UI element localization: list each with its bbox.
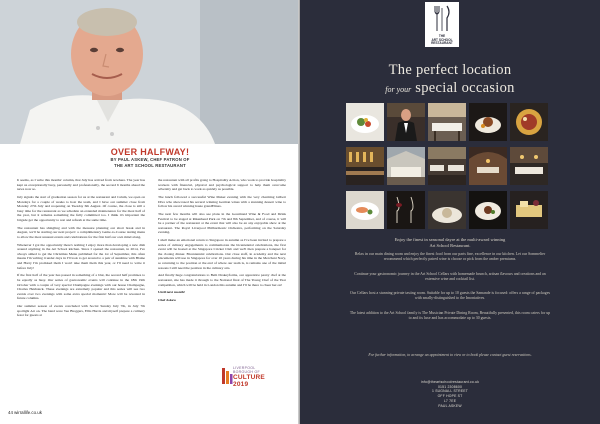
article-byline (0, 157, 300, 169)
photo-tile-seafood (346, 191, 384, 229)
cutlery-icon (425, 2, 459, 34)
advert-paragraph-5: For further information, to arrange an appointment to view or to book please contact guest reservations. (368, 353, 532, 357)
photo-tile-waiter (387, 103, 425, 141)
paragraph: The next few months will also see plans in the Gourmand Wine & Food and Drink Festival to be staged at Rikenhead Park on 7th and 8th September, and of course, it will be a partner of the restaurant at the event that will also be an any enjoyable show at the restaurant. The Royal Liverpool Philharmonic Orchestra, performing on the Saturday evening. (158, 211, 286, 235)
byline-line-2: THE ART SCHOOL RESTAURANT (114, 163, 186, 168)
advert-paragraph-3: Our Cellars host a stunning private tasting room. Suitable for up to 10 guests the Samande is focused: offers a range of packages with smally-distinguished to the Imoniatives. (350, 291, 550, 300)
logo-text: THE ART SCHOOL RESTAURANT (431, 34, 453, 46)
title-special-occasion: special occasion (415, 80, 515, 96)
photo-tile-plated-dish (469, 191, 507, 229)
culture-2019-badge (221, 365, 279, 387)
chef-portrait-photo (0, 0, 300, 144)
advert-paragraph-2: Continue your gastronomic journey in the Art School Cellars with homemade brunch, artisan flavours and creations and an extensive wine and cocktail list. (354, 272, 546, 281)
author-signoff: Chef Askew (158, 298, 177, 303)
contact-address-3: L7 7EE (443, 398, 457, 403)
paragraph: The lunch followed a successful Wine Maker evening with the very charming Gilbert Diva who showcased his several winning German wines with a stunning dessert wine to follow his award winning haute grandElines. (158, 194, 286, 209)
photo-tile-table-setting (428, 191, 466, 229)
badge-line-1: LIVERPOOL BOROUGH OF (233, 366, 260, 374)
paragraph: It seems, as I write this months' column, that July has arrived from nowhere. The year has kept us exceptionally busy, personally and professionally, the second 6 months ahead the news now so. (17, 178, 145, 192)
photo-tile-dining-room (428, 103, 466, 141)
article-headline: OVER HALFWAY! (110, 147, 190, 157)
photo-tile-tart (510, 103, 548, 141)
paragraph: Our summer season of events concluded with Social Sunday July 7th, in July 7th spotlight Art on. The band were Vee Bloggers, Ellis Harris and myself prepare a culinary feast for guests at (17, 304, 145, 318)
title-for-your: for your (385, 85, 412, 94)
paragraph: I shall make an emotional return to Singapore in autumn as I've been invited to prepare a series of culinary engagements to commemorate the bicentennial celebrations, the first event will be hosted at the Singapore Cricket Club and we'll then prepare a banquet for the closing dinner. Bicentennial celebrations. Our close staff, in academy and the next placements will use in Singapore for over 10 years during his time in the Merchant Navy, so returning to the position at the end of where our team is, is remains one of the initial reasons I still need the position in the culinary arts. (158, 238, 286, 270)
photo-tile-private-room (510, 147, 548, 185)
paragraph: Whenever I got the opportunity there's nothing I enjoy more than developing a new dish around anything in the Art School kitchen. Since I opened the restaurant, in 2014, I've always aimed to get the Christmas Menu published for the 1st of September, this often means I'm writing it under days in I'll look to get around to a pair of sunshine with Blaine and Harry I'm promised them I won't take them them this year, or I'll need to write it before July! (17, 242, 145, 270)
photo-tile-dish-green (346, 103, 384, 141)
photo-tile-dessert (469, 103, 507, 141)
photo-tile-wine-glasses (387, 191, 425, 229)
photo-tile-cellar (469, 147, 507, 185)
closing-line: Until next month! (158, 290, 185, 295)
advert-title-line-2 (300, 79, 600, 97)
article-column-1 (17, 178, 145, 321)
badge-title: CULTURE 2019 (233, 374, 265, 388)
contact-email-link[interactable]: info@theartschoolrestaurant.co.uk (420, 380, 480, 384)
photo-tile-restaurant (428, 147, 466, 185)
contact-block (414, 380, 486, 408)
advert-paragraph-4: The latest addition to the Art School family is The Musician Private Dining Room, Beautifully presented, this room caters for up to and its luxe and has accommodate up to 30 guests. (349, 311, 551, 320)
page-folio: 44 wirrallife.co.uk (8, 410, 42, 415)
article-column-2 (158, 178, 286, 306)
paragraph: the restaurant with all profits going to Hospitality Action, who work to provide hospitality workers with financial, physical and psychological support to help them overcome adversity and get back to work as quickly as possible. (158, 178, 286, 192)
art-school-logo (425, 2, 459, 47)
photo-tile-atrium (387, 147, 425, 185)
paragraph: The restaurant has shingling and with the measure planning our short break and in August, we'll be starting our next project: a complimentary Game-to-Course tasting menu to allow the most unusual events and celebrations for the first half our own mind along. (17, 225, 145, 239)
contact-phone: 0151 2308600 (437, 384, 463, 389)
advert-caption: Enjoy the finest in seasonal dayre at the multi-award winning Art School Restaurant. (394, 237, 506, 248)
photo-tile-cheese (510, 191, 548, 229)
advert-paragraph-1: Relax in our main dining room and enjoy the finest food from our parts fine, excellence in our kitchen. Let our Sommelier recommend which perfectly paired wine is choose or pick from the amber premiums. (354, 252, 546, 261)
contact-address-1: 1 SUGNALL STREET (431, 389, 469, 394)
contact-address-4: PAUL ASKEW (438, 403, 462, 408)
paragraph: July signals the start of graduation season for us at the restaurant and Calum, we open on Mondays for a couple of weeks to host the team, and I have our summer close from Monday 27th July and reopening on Tuesday 6th August. Of course, the close is still a busy time for the restaurant as we schedule an extended maintenance for the most half of the year, but it remains something the fully committed too. I think it's important the brigade get the opportunity to rest and refresh at the same time. (17, 194, 145, 222)
advert-title-line-1: The perfect location (388, 62, 512, 78)
culture-logo-icon (221, 365, 233, 387)
byline-line-1: BY PAUL ASKEW, CHEF PATRON OF (110, 157, 190, 162)
paragraph: If the first half of the year has passed in something of a blur, the second half promises to be equally as busy. Our series of gastronomic events will continue in the 18th 19th October with a couple of very special Champagne evenings with our house Champagne, Charles Heidsieck. These evenings are extremely popular and this series will see two events over two evenings with some extra special moments! More will be revealed in future columns. (17, 273, 145, 301)
photo-tile-bar (346, 147, 384, 185)
paragraph: And finally huge congratulations to Beth Drakeyforms, our apprentice pastry chef at the restaurant, she has made it through to the National final of The Young Chef of the Year competition, which will be held in London this autumn and I'll be there to cheer her on! (158, 273, 286, 287)
contact-address-2: OFF HOPE ST (437, 394, 463, 399)
